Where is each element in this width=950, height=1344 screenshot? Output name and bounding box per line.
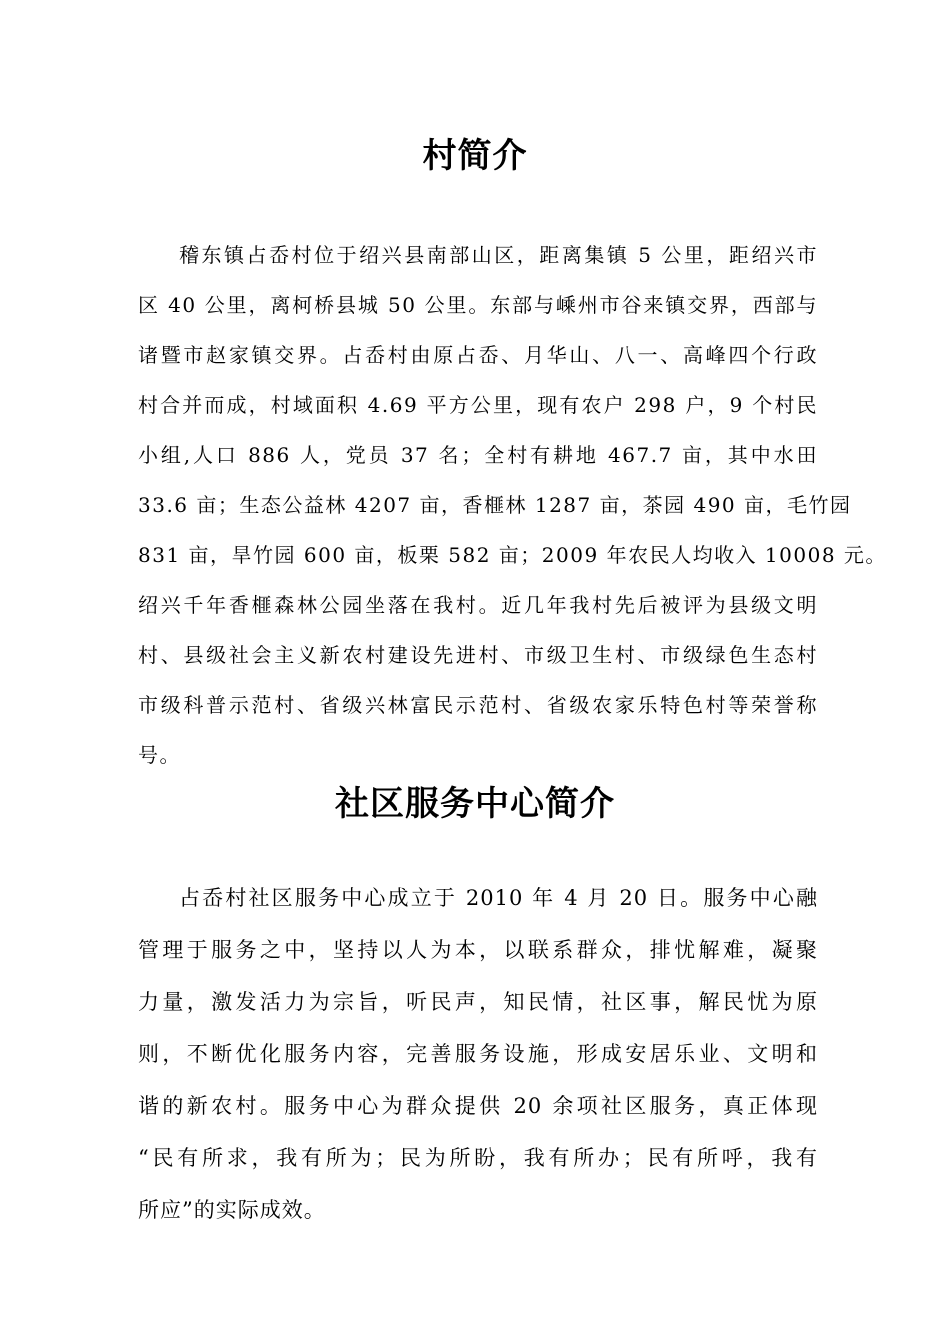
village-intro-title: 村简介 — [422, 136, 528, 176]
service-center-line: “民有所求，我有所为；民为所盼，我有所办；民有所呼，我有 — [138, 1146, 818, 1170]
service-center-line: 则，不断优化服务内容，完善服务设施，形成安居乐业、文明和 — [138, 1042, 818, 1066]
village-intro-line: 33.6 亩；生态公益林 4207 亩，香榧林 1287 亩，茶园 490 亩，毛竹园 — [138, 493, 852, 517]
village-intro-line: 市级科普示范村、省级兴林富民示范村、省级农家乐特色村等荣誉称 — [138, 693, 818, 717]
service-center-paragraph — [138, 883, 818, 1247]
village-intro-line: 区 40 公里，离柯桥县城 50 公里。东部与嵊州市谷来镇交界，西部与 — [138, 293, 818, 317]
service-center-line: 所应”的实际成效。 — [138, 1198, 326, 1222]
village-intro-line: 村、县级社会主义新农村建设先进村、市级卫生村、市级绿色生态村 — [138, 643, 818, 667]
village-intro-line: 小组,人口 886 人，党员 37 名；全村有耕地 467.7 亩，其中水田 — [138, 443, 818, 467]
village-intro-line: 绍兴千年香榧森林公园坐落在我村。近几年我村先后被评为县级文明 — [138, 593, 818, 617]
service-center-line: 管理于服务之中，坚持以人为本，以联系群众，排忧解难，凝聚 — [138, 938, 818, 962]
village-intro-line: 号。 — [138, 743, 181, 767]
village-intro-paragraph — [138, 241, 887, 791]
service-center-line: 力量，激发活力为宗旨，听民声，知民情，社区事，解民忧为原 — [138, 990, 818, 1014]
village-intro-line: 831 亩，旱竹园 600 亩，板栗 582 亩；2009 年农民人均收入 10008 元。 — [138, 543, 887, 567]
service-center-title: 社区服务中心简介 — [335, 784, 615, 824]
village-intro-line: 村合并而成，村域面积 4.69 平方公里，现有农户 298 户，9 个村民 — [138, 393, 818, 417]
service-center-line: 谐的新农村。服务中心为群众提供 20 余项社区服务，真正体现 — [138, 1094, 818, 1118]
village-intro-line: 稽东镇占岙村位于绍兴县南部山区，距离集镇 5 公里，距绍兴市 — [179, 243, 818, 267]
village-intro-line: 诸暨市赵家镇交界。占岙村由原占岙、月华山、八一、高峰四个行政 — [138, 343, 818, 367]
service-center-line: 占岙村社区服务中心成立于 2010 年 4 月 20 日。服务中心融 — [179, 886, 818, 910]
